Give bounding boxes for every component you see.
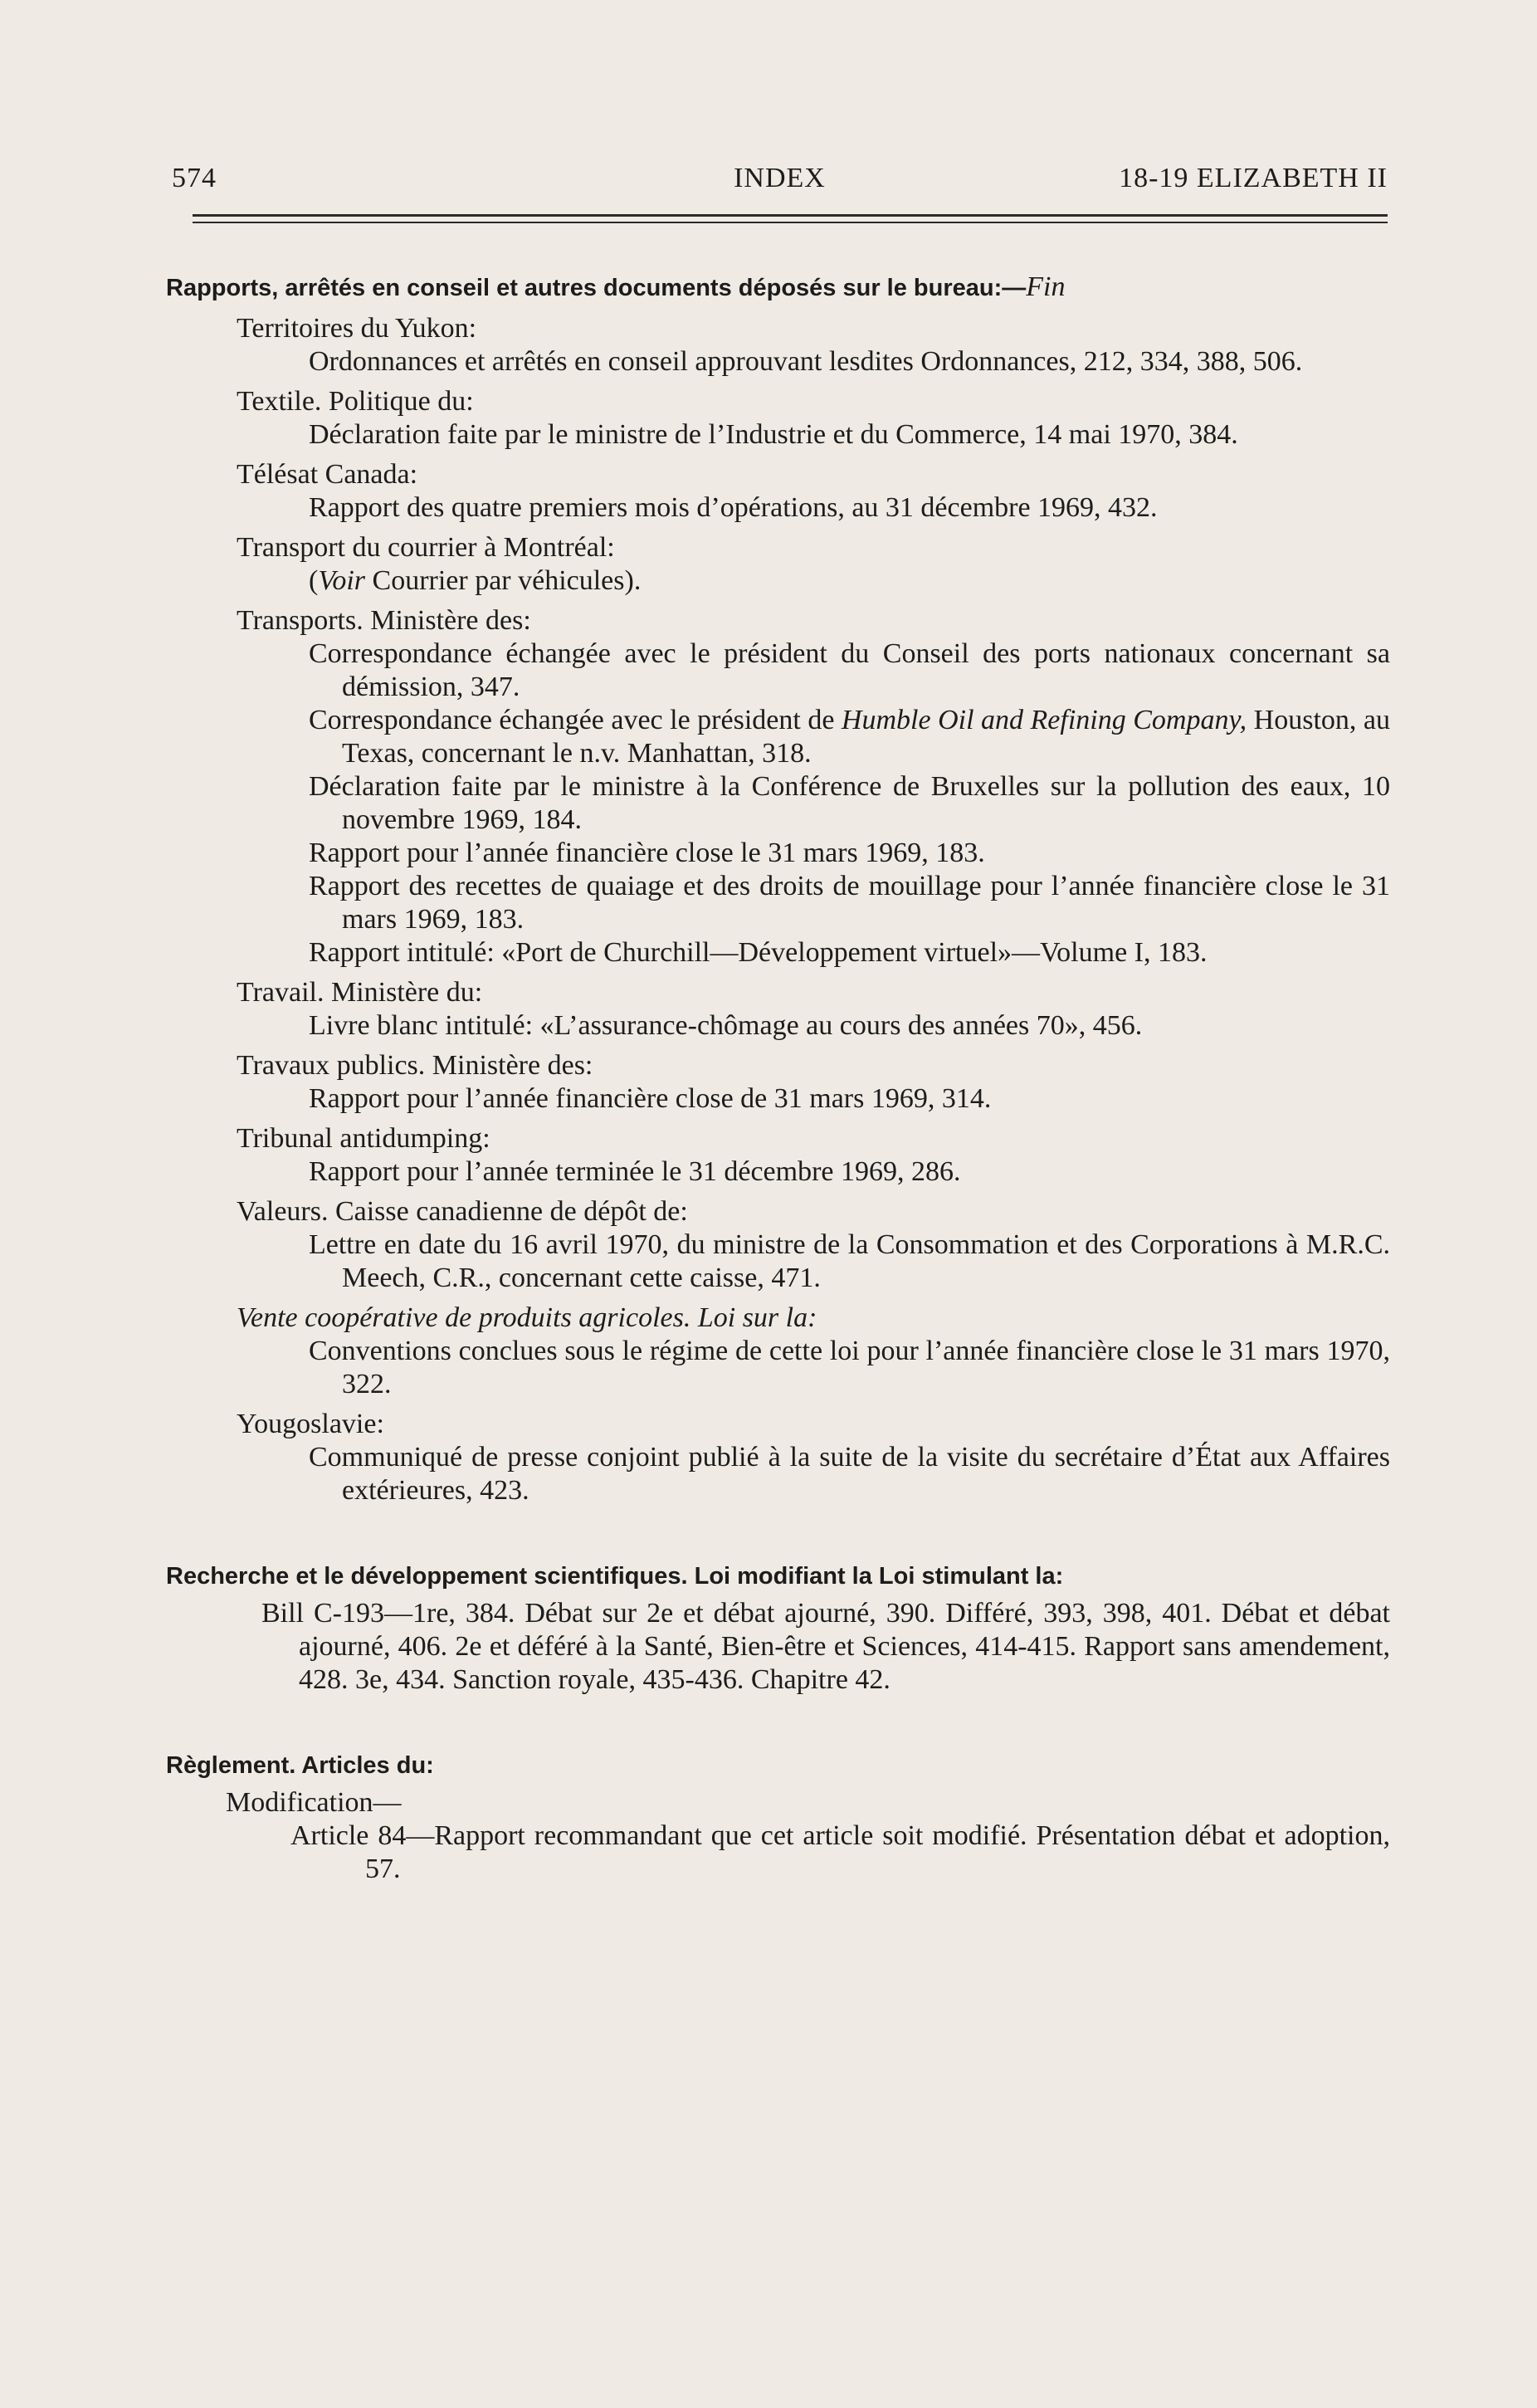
index-subentry: Transport du courrier à Montréal: [237,532,615,563]
page-number: 574 [172,163,217,193]
section-recherche [166,1559,1390,1697]
index-item: Déclaration faite par le ministre à la Conférence de Bruxelles sur la pollution des eaux, 10 novembre 1969, 184. [309,771,1390,835]
header-rule-double [193,222,1388,223]
index-body [166,270,1390,1886]
index-subentry: Textile. Politique du: [237,386,474,417]
index-item: Rapport intitulé: «Port de Churchill—Développement virtuel»—Volume I, 183. [309,937,1208,968]
index-item: Déclaration faite par le ministre de l’Industrie et du Commerce, 14 mai 1970, 384. [309,419,1238,450]
index-item: Correspondance échangée avec le président du Conseil des ports nationaux concernant sa démission, 347. [309,638,1390,702]
index-subentry: Modification— [226,1787,402,1818]
index-item: Livre blanc intitulé: «L’assurance-chômage au cours des années 70», 456. [309,1010,1143,1041]
index-item: Article 84—Rapport recommandant que cet article soit modifié. Présentation débat et adoption, 57. [290,1820,1390,1884]
index-item-see-also: (Voir Courrier par véhicules). [309,565,642,596]
index-item: Lettre en date du 16 avril 1970, du ministre de la Consommation et des Corporations à M.R.C. Meech, C.R., concernant cette caisse, 471. [309,1229,1390,1293]
header-title: INDEX [734,163,826,193]
header-rule [193,214,1388,217]
running-head [172,163,1388,204]
index-subentry: Transports. Ministère des: [237,605,531,636]
index-item: Rapport des recettes de quaiage et des droits de mouillage pour l’année financière close le 31 mars 1969, 183. [309,871,1390,935]
index-item: Communiqué de presse conjoint publié à la suite de la visite du secrétaire d’État aux Affaires extérieures, 423. [309,1442,1390,1506]
header-right-title: 18-19 ELIZABETH II [1119,163,1388,193]
section-heading-recherche: Recherche et le développement scientifiques. Loi modifiant la Loi stimulant la: [166,1563,1064,1590]
index-item: Conventions conclues sous le régime de cette loi pour l’année financière close le 31 mars 1970, 322. [309,1336,1390,1399]
index-subentry: Télésat Canada: [237,459,418,490]
index-item: Rapport pour l’année financière close le 31 mars 1969, 183. [309,838,985,868]
index-subentry: Valeurs. Caisse canadienne de dépôt de: [237,1196,688,1227]
index-item: Rapport pour l’année financière close de 31 mars 1969, 314. [309,1083,992,1114]
index-subentry: Territoires du Yukon: [237,313,477,344]
index-item: Bill C-193—1re, 384. Débat sur 2e et débat ajourné, 390. Différé, 393, 398, 401. Débat et débat ajourné, 406. 2e et déféré à la Santé, Bien-être et Sciences, 414-415. Rapport sans amendement, 428. 3e, 434. Sanction royale, 435-436. Chapitre 42. [261,1598,1390,1695]
index-item: Rapport pour l’année terminée le 31 décembre 1969, 286. [309,1156,961,1187]
index-subentry: Tribunal antidumping: [237,1123,490,1154]
heading-suffix: Fin [1026,271,1066,302]
section-heading-reglement: Règlement. Articles du: [166,1752,434,1779]
index-item: Correspondance échangée avec le président de Humble Oil and Refining Company, Houston, au Texas, concernant le n.v. Manhattan, 318. [309,705,1390,769]
index-subentry: Travail. Ministère du: [237,977,483,1008]
index-item: Rapport des quatre premiers mois d’opérations, au 31 décembre 1969, 432. [309,492,1158,523]
section-heading-rapports: Rapports, arrêtés en conseil et autres documents déposés sur le bureau:—Fin [166,271,1066,302]
index-item: Ordonnances et arrêtés en conseil approuvant lesdites Ordonnances, 212, 334, 388, 506. [309,346,1303,377]
index-subentry: Vente coopérative de produits agricoles. Loi sur la: [237,1302,817,1333]
section-reglement [166,1748,1390,1886]
index-subentry: Yougoslavie: [237,1409,384,1439]
index-subentry: Travaux publics. Ministère des: [237,1050,593,1081]
